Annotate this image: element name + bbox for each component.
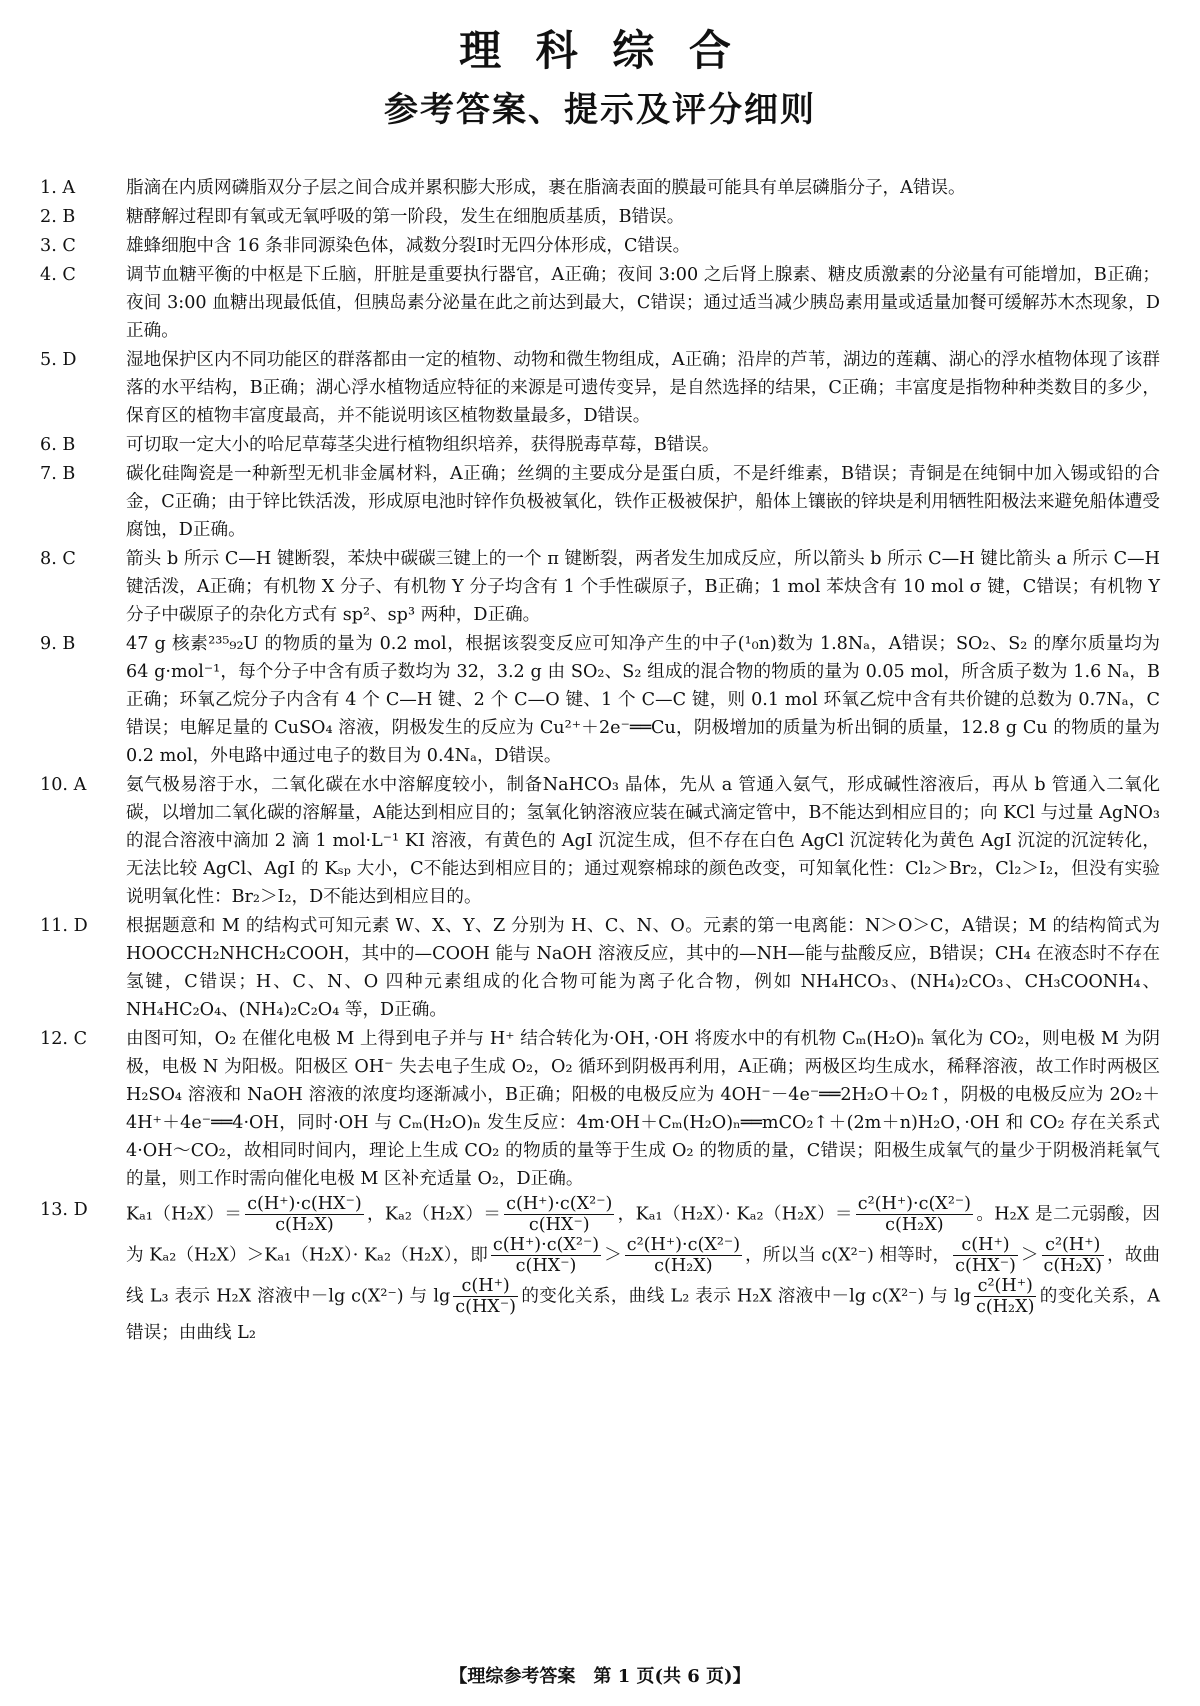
answer-item-5 [40,346,1160,430]
answer-text: 脂滴在内质网磷脂双分子层之间合成并累积膨大形成，裹在脂滴表面的膜最可能具有单层磷脂分子，A错误。 [126,178,966,198]
answer-number: 3. C [40,236,76,256]
answer-number: 4. C [40,265,76,285]
answer-text: 由图可知，O₂ 在催化电极 M 上得到电子并与 H⁺ 结合转化为·OH，·OH 将废水中的有机物 Cₘ(H₂O)ₙ 氧化为 CO₂，则电极 M 为阴极，电极 N 为阳极。阳极区 OH⁻ 失去电子生成 O₂，O₂ 循环到阴极再利用，A正确；两极区均生成水，稀释溶液，故工作时两极区 H₂SO₄ 溶液和 NaOH 溶液的浓度均逐渐减小，B正确；阳极的电极反应为 4OH⁻－4e⁻══2H₂O＋O₂↑，阴极的电极反应为 2O₂＋4H⁺＋4e⁻══4·OH，同时·OH 与 Cₘ(H₂O)ₙ 发生反应：4m·OH＋Cₘ(H₂O)ₙ══mCO₂↑＋(2m＋n)H₂O，·OH 和 CO₂ 存在关系式 4·OH～CO₂，故相同时间内，理论上生成 CO₂ 的物质的量等于生成 O₂ 的物质的量，C错误；阳极生成氧气的量少于阴极消耗氧气的量，则工作时需向催化电极 M 区补充适量 O₂，D正确。 [126,1029,1160,1189]
fraction-denominator: c(H₂X) [885,1215,944,1235]
answer-item-2 [40,203,1160,231]
fraction-denominator: c(HX⁻) [455,1297,516,1317]
answer-number: 9. B [40,634,76,654]
fraction [856,1194,973,1235]
answer-text: 47 g 核素²³⁵₉₂U 的物质的量为 0.2 mol，根据该裂变反应可知净产生的中子(¹₀n)数为 1.8Nₐ，A错误；SO₂、S₂ 的摩尔质量均为 64 g·mol⁻¹，每个分子中含有质子数均为 32，3.2 g 由 SO₂、S₂ 组成的混合物的物质的量为 0.05 mol，所含质子数为 1.6 Nₐ，B正确；环氧乙烷分子内含有 4 个 C—H 键、2 个 C—O 键、1 个 C—C 键，则 0.1 mol 环氧乙烷中含有共价键的总数为 0.7Nₐ，C错误；电解足量的 CuSO₄ 溶液，阴极发生的反应为 Cu²⁺＋2e⁻══Cu，阴极增加的质量为析出铜的质量，12.8 g Cu 的物质的量为 0.2 mol，外电路中通过电子的数目为 0.4Nₐ，D错误。 [126,634,1160,766]
fraction [953,1235,1018,1276]
answer-text: 碳化硅陶瓷是一种新型无机非金属材料，A正确；丝绸的主要成分是蛋白质，不是纤维素，B错误；青铜是在纯铜中加入锡或铅的合金，C正确；由于锌比铁活泼，形成原电池时锌作负极被氧化，铁作正极被保护，船体上镶嵌的锌块是利用牺牲阳极法来避免船体遭受腐蚀，D正确。 [126,464,1160,540]
formula-text: Kₐ₁（H₂X）＝ [126,1204,243,1225]
fraction [491,1235,601,1276]
answer-text: 氨气极易溶于水，二氧化碳在水中溶解度较小，制备NaHCO₃ 晶体，先从 a 管通入氨气，形成碱性溶液后，再从 b 管通入二氧化碳，以增加二氧化碳的溶解量，A能达到相应目的；氢氧化钠溶液应装在碱式滴定管中，B不能达到相应目的；向 KCl 与过量 AgNO₃ 的混合溶液中滴加 2 滴 1 mol·L⁻¹ KI 溶液，有黄色的 AgI 沉淀生成，但不存在白色 AgCl 沉淀转化为黄色 AgI 沉淀的沉淀转化，无法比较 AgCl、AgI 的 Kₛₚ 大小，C不能达到相应目的；通过观察棉球的颜色改变，可知氧化性：Cl₂＞Br₂，Cl₂＞I₂，但没有实验说明氧化性：Br₂＞I₂，D不能达到相应目的。 [126,775,1160,907]
answer-text: 雄蜂细胞中含 16 条非同源染色体，减数分裂Ⅰ时无四分体形成，C错误。 [126,236,691,256]
answer-text: 湿地保护区内不同功能区的群落都由一定的植物、动物和微生物组成，A正确；沿岸的芦苇，湖边的莲藕、湖心的浮水植物体现了该群落的水平结构，B正确；湖心浮水植物适应特征的来源是可遗传变异，是自然选择的结果，C正确；丰富度是指物种种类数目的多少，保育区的植物丰富度最高，并不能说明该区植物数量最多，D错误。 [126,350,1160,426]
fraction [245,1194,364,1235]
fraction [974,1276,1037,1317]
formula-text: ，故曲线 L₃ 表示 H₂X 溶液中－lg c(X²⁻) 与 lg [126,1245,1160,1307]
fraction [453,1276,518,1317]
answer-item-6 [40,431,1160,459]
answer-item-11 [40,912,1160,1024]
page-title: 理 科 综 合 [459,26,741,75]
answer-item-8 [40,545,1160,629]
answer-text: 箭头 b 所示 C—H 键断裂，苯炔中碳碳三键上的一个 π 键断裂，两者发生加成反应，所以箭头 b 所示 C—H 键比箭头 a 所示 C—H 键活泼，A正确；有机物 X 分子、有机物 Y 分子均含有 1 个手性碳原子，B正确；1 mol 苯炔含有 10 mol σ 键，C错误；有机物 Y 分子中碳原子的杂化方式有 sp²、sp³ 两种，D正确。 [126,549,1160,625]
fraction-denominator: c(HX⁻) [515,1256,577,1276]
fraction [625,1235,742,1276]
answer-number: 12. C [40,1029,88,1049]
answer-item-1 [40,174,1160,202]
fraction-numerator: c(H⁺) [953,1235,1018,1256]
fraction-numerator: c(H⁺)·c(HX⁻) [247,1194,362,1214]
answer-item-12 [40,1025,1160,1193]
answer-number: 11. D [40,916,88,936]
answer-text: 糖酵解过程即有氧或无氧呼吸的第一阶段，发生在细胞质基质，B错误。 [126,207,685,227]
formula-text: 的变化关系，A错误；由曲线 L₂ [126,1286,1160,1343]
fraction-denominator: c(H₂X) [275,1215,334,1235]
formula-text: ，所以当 c(X²⁻) 相等时， [745,1245,951,1266]
formula-text: ＞ [1020,1245,1039,1266]
answer-item-7 [40,460,1160,544]
answer-item-9 [40,630,1160,770]
answer-item-4 [40,261,1160,345]
fraction [504,1194,614,1235]
answer-number: 1. A [40,178,76,198]
fraction-numerator: c²(H⁺) [1042,1235,1105,1256]
answer-text [126,1194,1160,1349]
answer-number: 8. C [40,549,76,569]
answer-number: 10. A [40,775,87,795]
fraction-denominator: c(HX⁻) [528,1215,590,1235]
fraction-numerator: c²(H⁺) [974,1276,1037,1297]
fraction-numerator: c(H⁺)·c(X²⁻) [506,1194,613,1214]
fraction-numerator: c²(H⁺)·c(X²⁻) [626,1235,741,1255]
answer-list [40,174,1160,1350]
answer-text: 根据题意和 M 的结构式可知元素 W、X、Y、Z 分别为 H、C、N、O。元素的第一电离能：N＞O＞C，A错误；M 的结构简式为 HOOCCH₂NHCH₂COOH，其中的—COOH 能与 NaOH 溶液反应，其中的—NH—能与盐酸反应，B错误；CH₄ 在液态时不存在氢键，C错误；H、C、N、O 四种元素组成的化合物可能为离子化合物，例如 NH₄HCO₃、(NH₄)₂CO₃、CH₃COONH₄、NH₄HC₂O₄、(NH₄)₂C₂O₄ 等，D正确。 [126,916,1160,1020]
answer-item-10 [40,771,1160,911]
fraction-numerator: c(H⁺)·c(X²⁻) [492,1235,600,1255]
fraction-denominator: c(HX⁻) [955,1256,1016,1276]
formula-text: ＞ [604,1245,622,1266]
page-footer: 【理综参考答案 第 1 页(共 6 页)】 [449,1666,751,1687]
formula-text: 。H₂X 是二元弱酸，因为 Kₐ₂（H₂X）＞Kₐ₁（H₂X）· Kₐ₂（H₂X），即 [126,1204,1161,1266]
fraction-denominator: c(H₂X) [1043,1256,1103,1276]
answer-number: 5. D [40,350,77,370]
formula-text: 的变化关系，曲线 L₂ 表示 H₂X 溶液中－lg c(X²⁻) 与 lg [521,1286,971,1307]
fraction-denominator: c(H₂X) [975,1297,1035,1317]
fraction-numerator: c²(H⁺)·c(X²⁻) [857,1194,972,1214]
answer-number: 2. B [40,207,76,227]
answer-item-13 [40,1194,1160,1349]
answer-item-3 [40,232,1160,260]
fraction [1042,1235,1105,1276]
answer-number: 6. B [40,435,76,455]
formula-text: ，Kₐ₁（H₂X）· Kₐ₂（H₂X）＝ [617,1204,853,1225]
formula-text: ，Kₐ₂（H₂X）＝ [366,1204,502,1225]
answer-text: 可切取一定大小的哈尼草莓茎尖进行植物组织培养，获得脱毒草莓，B错误。 [126,435,720,455]
answer-number: 7. B [40,464,76,484]
answer-number: 13. D [40,1200,88,1220]
answer-text: 调节血糖平衡的中枢是下丘脑，肝脏是重要执行器官，A正确；夜间 3:00 之后肾上腺素、糖皮质激素的分泌量有可能增加，B正确；夜间 3:00 血糖出现最低值，但胰岛素分泌量在此之前达到最大，C错误；通过适当减少胰岛素用量或适量加餐可缓解苏木杰现象，D正确。 [126,265,1160,341]
page-subtitle: 参考答案、提示及评分细则 [384,90,816,130]
fraction-denominator: c(H₂X) [654,1256,713,1276]
fraction-numerator: c(H⁺) [453,1276,518,1297]
